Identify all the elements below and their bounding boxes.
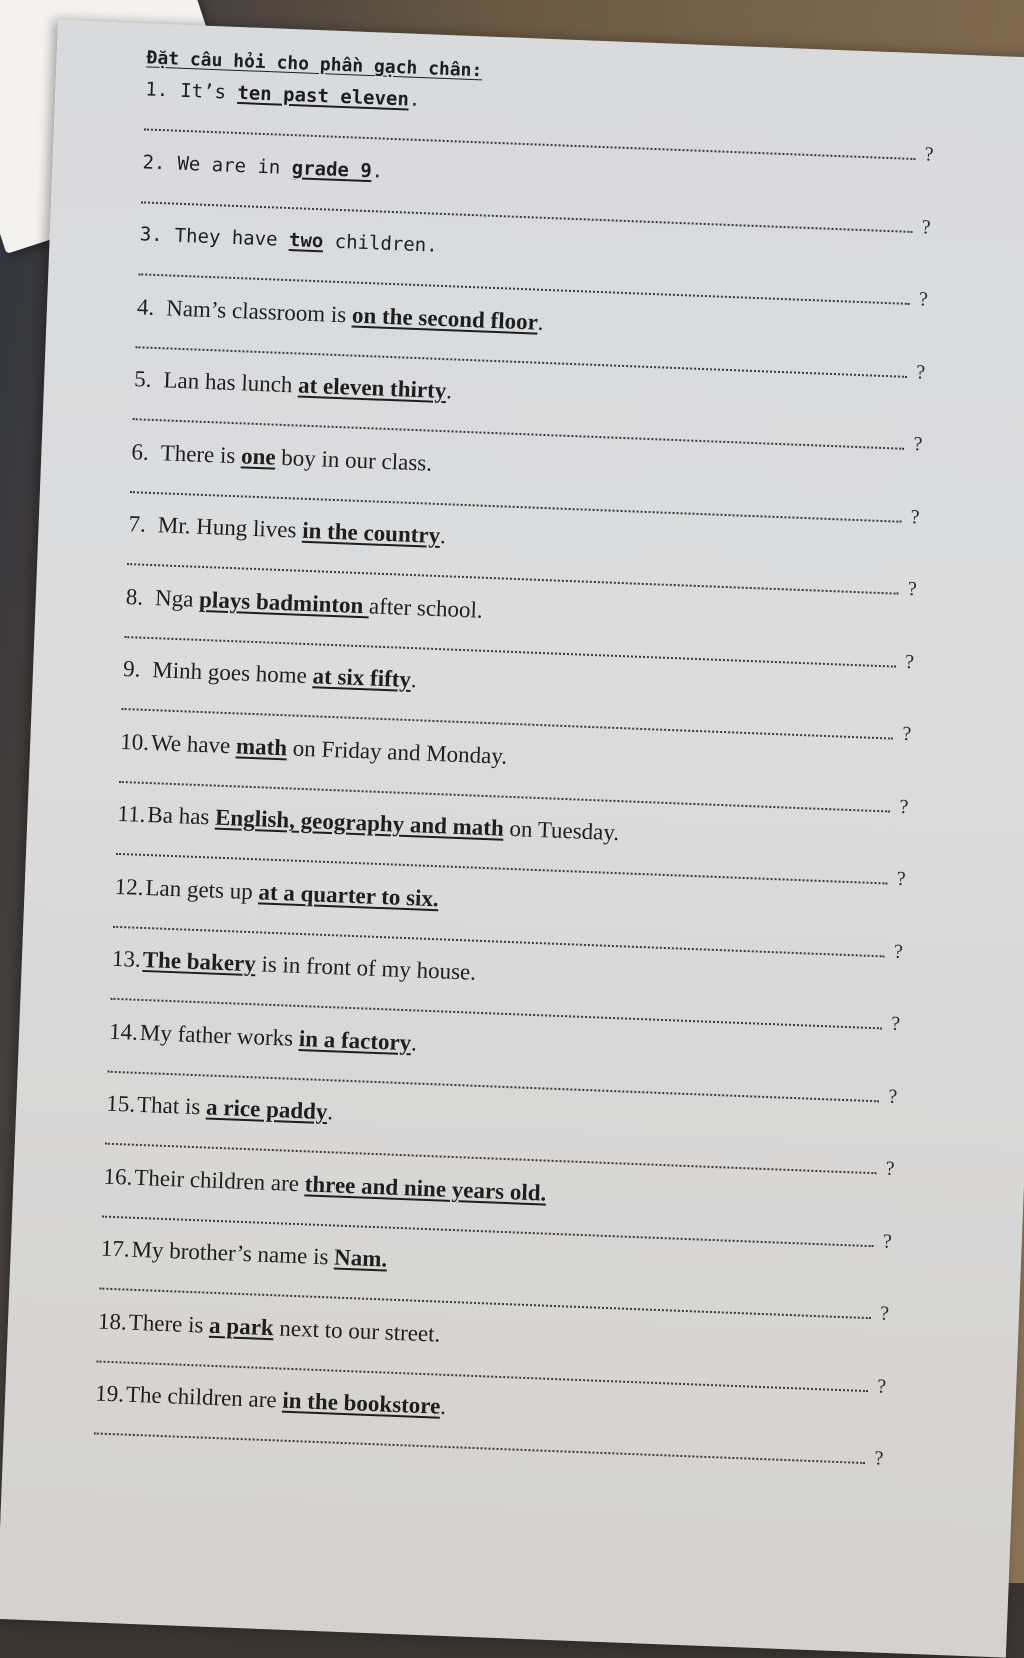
question-text-after: . [408, 88, 421, 111]
question-text-after: . [445, 378, 453, 404]
question-text-before: My brother’s name is [131, 1236, 335, 1270]
question-mark: ? [887, 1085, 898, 1108]
underlined-phrase: English, geography and math [214, 804, 505, 841]
question-text-before: We are in [177, 152, 293, 179]
question-number: 11. [117, 800, 146, 827]
question-text-before: That is [136, 1091, 207, 1120]
question-text-after: on Tuesday. [503, 815, 620, 846]
underlined-phrase: at six fifty [312, 663, 412, 693]
question-text-after: . [410, 667, 418, 693]
question-text-before: It’s [179, 79, 238, 104]
question-text-after: boy in our class. [275, 444, 433, 476]
question-mark: ? [890, 1012, 901, 1036]
question-text-before: There is [160, 439, 242, 468]
question-text-after: . [371, 159, 384, 183]
question-mark: ? [910, 505, 920, 528]
underlined-phrase: in a factory [298, 1025, 412, 1055]
question-text-before: The children are [125, 1381, 283, 1413]
question-mark: ? [918, 288, 929, 311]
question-text-after: . [439, 1393, 447, 1419]
worksheet-content [93, 47, 966, 1482]
question-text-after: children. [322, 230, 439, 257]
underlined-phrase: ten past eleven [237, 81, 410, 111]
question-text-after: is in front of my house. [255, 951, 477, 985]
dotted-line [94, 1432, 866, 1464]
question-number: 16. [103, 1163, 133, 1190]
question-text-after: . [410, 1029, 418, 1056]
question-number: 3. [139, 223, 164, 247]
underlined-phrase: on the second floor [351, 302, 539, 335]
underlined-phrase: The bakery [142, 946, 257, 977]
underlined-phrase: two [288, 229, 324, 253]
question-mark: ? [893, 940, 904, 963]
question-number: 19. [94, 1380, 125, 1407]
question-number: 2. [142, 150, 166, 174]
underlined-phrase: a park [208, 1312, 275, 1340]
question-text-after: . [439, 523, 447, 549]
underlined-phrase: in the country [301, 517, 441, 549]
underlined-phrase: in the bookstore [281, 1387, 441, 1419]
underlined-phrase: plays badminton [198, 586, 370, 618]
question-mark: ? [921, 215, 932, 239]
underlined-phrase: at a quarter to six. [258, 878, 440, 911]
question-mark: ? [907, 578, 918, 601]
underlined-phrase: at eleven thirty [297, 372, 447, 404]
question-number: 18. [97, 1308, 128, 1335]
question-number: 13. [111, 945, 142, 972]
question-mark: ? [913, 433, 923, 456]
question-list [93, 74, 965, 1482]
underlined-phrase: Nam. [333, 1244, 388, 1272]
underlined-phrase: math [235, 732, 288, 760]
question-number: 6. [131, 438, 150, 465]
worksheet-heading: Đặt câu hỏi cho phần gạch chân: [146, 47, 483, 82]
question-text-after: next to our street. [273, 1314, 441, 1347]
question-mark: ? [876, 1374, 887, 1398]
question-mark: ? [904, 650, 915, 673]
question-text-before: We have [150, 729, 237, 758]
question-number: 12. [114, 873, 145, 900]
question-text-after: . [326, 1099, 334, 1125]
question-text-after: on Friday and Monday. [286, 734, 508, 769]
question-mark: ? [901, 722, 912, 746]
question-mark: ? [915, 360, 926, 384]
question-text-before: Nga [154, 584, 200, 612]
question-number: 1. [144, 78, 169, 102]
question-mark: ? [924, 143, 934, 166]
question-number: 7. [128, 511, 147, 537]
question-mark: ? [885, 1157, 895, 1180]
question-text-before: My father works [139, 1019, 300, 1051]
underlined-phrase: one [240, 442, 277, 470]
question-number: 9. [122, 655, 141, 682]
underlined-phrase: a rice paddy [205, 1094, 328, 1125]
underlined-phrase: three and nine years old. [304, 1170, 547, 1206]
question-number: 14. [108, 1018, 139, 1045]
question-number: 4. [136, 293, 155, 320]
question-text-before: Minh goes home [151, 657, 314, 689]
question-mark: ? [882, 1230, 893, 1253]
worksheet-page [0, 20, 1024, 1658]
question-text-after: . [537, 309, 545, 335]
question-number: 10. [119, 728, 150, 755]
question-text-after: after school. [368, 592, 484, 623]
question-text-before: They have [174, 224, 290, 252]
question-text-before: There is [128, 1309, 210, 1338]
question-text-before: Their children are [133, 1164, 306, 1196]
question-mark: ? [899, 795, 909, 818]
question-number: 15. [105, 1090, 136, 1117]
question-number: 17. [100, 1235, 131, 1262]
question-text-before: Ba has [146, 802, 216, 830]
question-text-before: Mr. Hung lives [157, 512, 303, 543]
question-text-before: Lan gets up [145, 874, 259, 904]
question-mark: ? [874, 1447, 884, 1470]
question-text-before: Nam’s classroom is [165, 294, 353, 327]
question-mark: ? [896, 867, 907, 891]
question-number: 8. [125, 583, 144, 610]
question-number: 5. [133, 366, 153, 392]
question-text-before: Lan has lunch [163, 367, 299, 398]
question-mark: ? [879, 1302, 890, 1325]
underlined-phrase: grade 9 [291, 156, 373, 182]
